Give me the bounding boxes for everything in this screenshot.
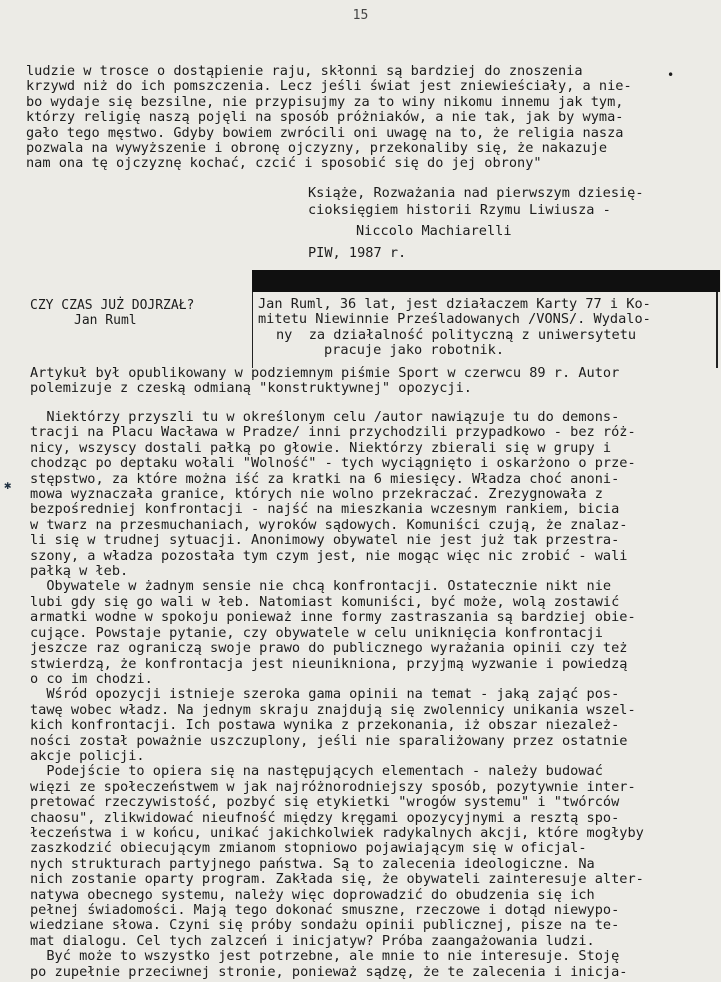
quote-line: pozwala na wywyższenie i obronę ojczyzny, przekonaliby się, że nakazuje [26, 140, 608, 157]
body-line: tawę wobec władz. Na jednym skraju znajdują się zwolennicy unikania wszel- [30, 701, 636, 718]
intro-note [30, 366, 690, 397]
body-line: bezpośredniej konfrontacji - najść na mieszkania wczesnym rankiem, bicia [30, 501, 620, 518]
author-note-line: ny za działalność polityczną z uniwersytetu [276, 326, 637, 343]
body-line: natywa obecnego systemu, należy więc doprowadzić do obudzenia się ich [30, 886, 595, 903]
citation-author: Niccolo Machiarelli [356, 223, 512, 239]
intro-line: polemizuje z czeską odmianą "konstruktywnej" opozycji. [30, 380, 472, 397]
body-line: pałką w łeb. [30, 563, 129, 580]
author-note-line: pracuje jako robotnik. [324, 342, 505, 359]
page-number: 15 [352, 8, 369, 23]
body-line: po zupełnie przeciwnej stronie, ponieważ sądzę, że te zalecenia i inicja- [30, 963, 628, 980]
body-line: kich konfrontacji. Ich postawa wynika z przekonania, iż obszar niezależ- [30, 717, 620, 734]
header-black-bar [252, 270, 720, 292]
citation-title-line-2: cioksięgiem historii Rzymu Liwiusza - [308, 202, 611, 218]
article-author: Jan Ruml [74, 313, 137, 328]
intro-line: Artykuł był opublikowany w podziemnym piśmie Sport w czerwcu 89 r. Autor [30, 365, 620, 381]
citation-title-line-1: Książe, Rozważania nad pierwszym dziesię- [308, 185, 644, 201]
quote-line: krzywd niż do ich pomszczenia. Lecz jeśli świat jest zniewieściały, a nie- [26, 78, 632, 95]
article-body [30, 410, 690, 980]
body-line: armatki wodne w spokoju ponieważ inne formy zastraszania są bardziej obie- [30, 609, 636, 626]
box-left-rule [252, 292, 253, 368]
quote-block [26, 64, 686, 172]
body-line: tracji na Placu Wacława w Pradze/ inni przychodzili przypadkowo - bez róż- [30, 424, 636, 441]
quote-line: nam ona tę ojczyznę kochać, czcić i sposobić się do jej obrony" [26, 155, 542, 172]
body-line: szony, a władza pozostała tym czym jest, nie mogąc więc nic zrobić - wali [30, 547, 628, 564]
body-line: li się w trudnej sytuacji. Anonimowy obywatel nie jest już tak przestra- [30, 532, 620, 549]
body-line: mat dialogu. Cel tych zalzceń i inicjatyw? Próba zaangażowania ludzi. [30, 932, 595, 949]
body-line: wiedziane słowa. Czyni się próby sondażu opinii publicznej, pisze na te- [30, 917, 620, 934]
quote-line: ludzie w trosce o dostąpienie raju, skłonni są bardziej do znoszenia [26, 63, 583, 79]
body-line: Wśród opozycji istnieje szeroka gama opinii na temat - jaką zająć pos- [30, 686, 620, 703]
body-line: Być może to wszystko jest potrzebne, ale mnie to nie interesuje. Stoję [30, 948, 620, 965]
body-line: ności został poważnie uszczuplony, jeśli nie sparaliżowany przez ostatnie [30, 732, 628, 749]
margin-dot-mark: • [667, 68, 675, 82]
body-line: Obywatele w żadnym sensie nie chcą konfrontacji. Ostatecznie nikt nie [30, 578, 612, 595]
author-note-line: Jan Ruml, 36 lat, jest działaczem Karty 77 i Ko- [258, 296, 651, 312]
body-line: Niektórzy przyszli tu w określonym celu /autor nawiązuje tu do demons- [30, 409, 620, 425]
body-line: stwierdzą, że konfrontacja jest nieunikniona, przyjmą wyzwanie i powiedzą [30, 655, 628, 672]
body-line: w twarz na przesmuchaniach, wyroków sądowych. Komuniści czują, że znalaz- [30, 516, 628, 533]
body-line: Podejście to opiera się na następujących elementach - należy budować [30, 763, 603, 780]
margin-star-mark: ✱ [4, 478, 12, 492]
body-line: akcje policji. [30, 747, 145, 764]
article-title: CZY CZAS JUŻ DOJRZAŁ? [30, 298, 195, 313]
quote-line: którzy religię naszą pojęli na sposób próżniaków, a nie tak, jak by wyma- [26, 109, 624, 126]
body-line: zaszkodzić obiecującym zmianom stopniowo pojawiającym się w oficjal- [30, 840, 587, 857]
body-line: nych strukturach partyjnego państwa. Są to zalecenia ideologiczne. Na [30, 855, 595, 872]
citation-publisher: PIW, 1987 r. [308, 245, 407, 261]
body-line: cujące. Powstaje pytanie, czy obywatele w celu uniknięcia konfrontacji [30, 624, 603, 641]
body-line: mowa wyznaczała granice, których nie wolno przekraczać. Zrezygnowała z [30, 486, 603, 503]
body-line: lubi gdy się go wali w łeb. Natomiast komuniści, być może, wolą zostawić [30, 593, 620, 610]
article-heading [30, 298, 250, 328]
author-note-line: mitetu Niewinnie Prześladowanych /VONS/. Wydalo- [258, 311, 651, 328]
body-line: stępstwo, za które można iść za kratki na 6 miesięcy. Władza choć anoni- [30, 470, 620, 487]
body-line: pełnej świadomości. Mają tego dokonać smuszne, rzeczowe i dotąd niewypo- [30, 902, 620, 918]
body-line: więzi ze społeczeństwem w jak najróżnorodniejszy sposób, pozytywnie inter- [30, 778, 636, 795]
body-line: pretować rzeczywistość, pozbyć się etykietki "wrogów systemu" i "twórców [30, 794, 620, 811]
quote-line: gało tego męstwo. Gdyby bowiem zwrócili oni uwagę na to, że religia nasza [26, 124, 624, 141]
body-line: nich zostanie oparty program. Zakłada się, że obywateli zainteresuje alter- [30, 871, 644, 888]
quote-line: bo wydaje się bezsilne, nie przypisujmy za to winy nikomu innemu jak tym, [26, 93, 624, 110]
body-line: chodząc po deptaku wołali "Wolność" - tych wyciągnięto i oskarżono o prze- [30, 455, 636, 472]
box-right-rule [716, 292, 718, 368]
body-line: o co im chodzi. [30, 670, 153, 687]
body-line: łeczeństwa i w końcu, unikać jakichkolwiek radykalnych akcji, które mogłyby [30, 824, 644, 841]
body-line: nicy, wszyscy dostali pałką po głowie. Niektórzy zbierali się w grupy i [30, 439, 612, 456]
body-line: chaosu", zlikwidować nieufność między kręgami opozycyjnymi a resztą spo- [30, 809, 620, 826]
author-note-box [258, 297, 714, 359]
body-line: jeszcze raz ograniczą swoje prawo do publicznego wyrażania opinii czy też [30, 640, 628, 657]
